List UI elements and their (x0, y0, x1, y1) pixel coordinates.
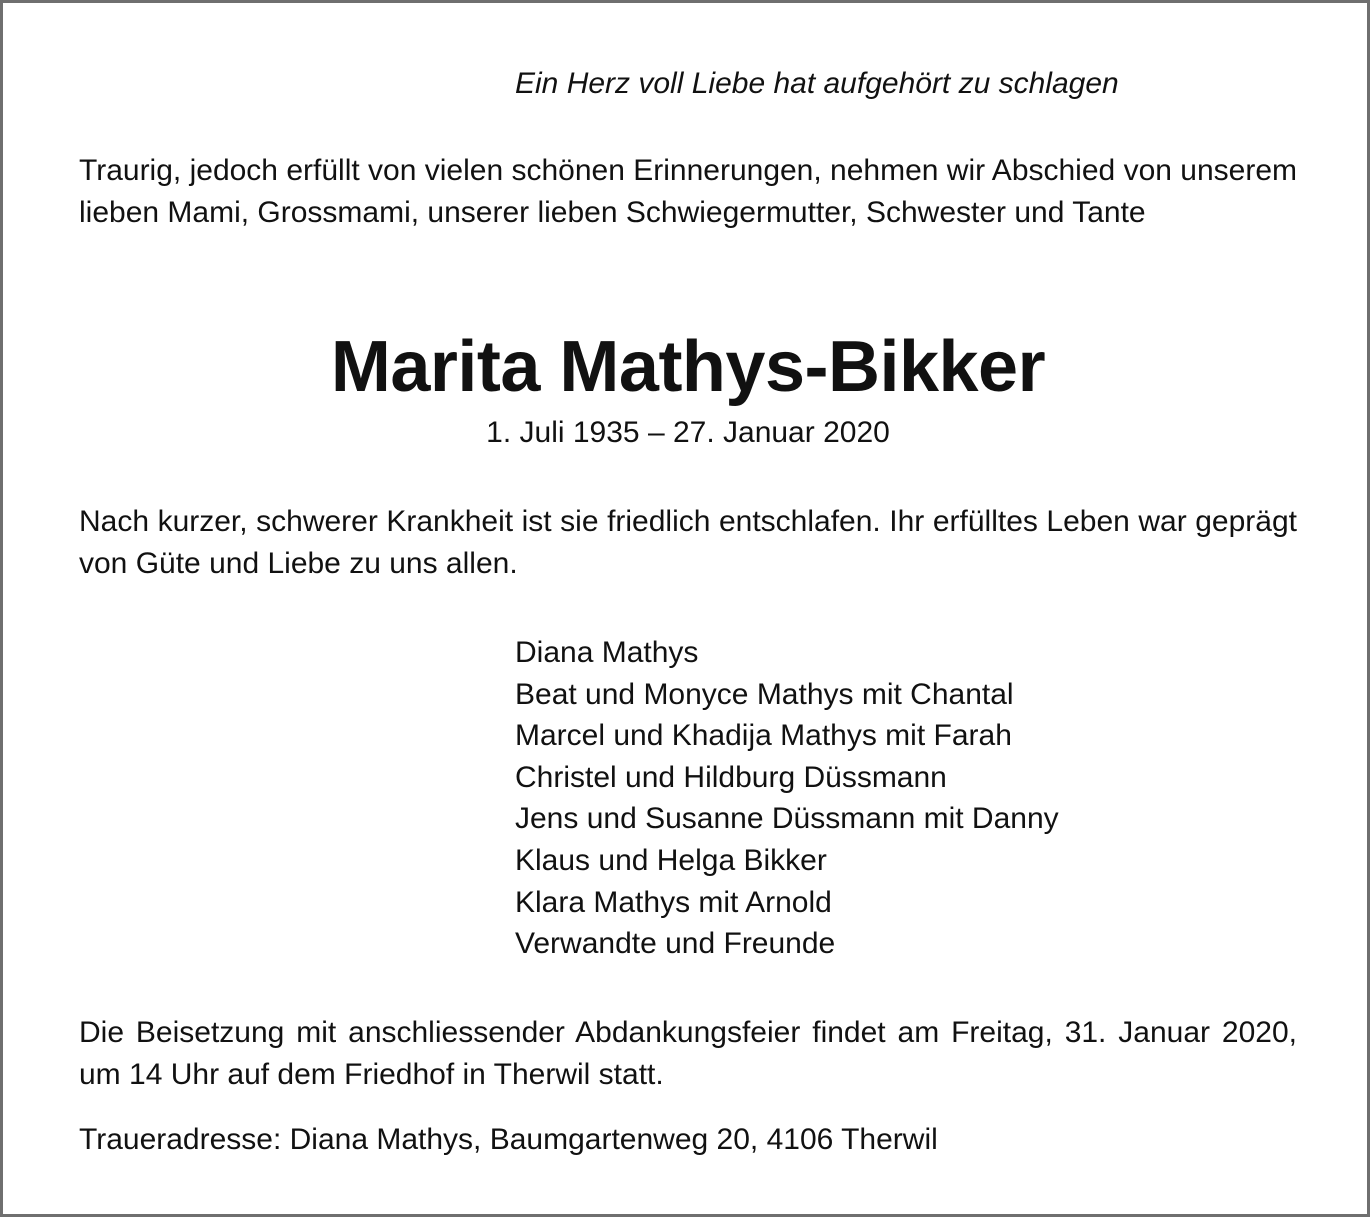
mourner-item: Jens und Susanne Düssmann mit Danny (515, 802, 1059, 836)
intro-paragraph: Traurig, jedoch erfüllt von vielen schönen Erinnerungen, nehmen wir Abschied von unserem lieben Mami, Grossmami, unserer lieben Schwiegermutter, Schwester und Tante (79, 154, 1297, 229)
mourner-item: Klara Mathys mit Arnold (515, 885, 832, 919)
mourner-item: Diana Mathys (515, 636, 699, 669)
mourner-item: Christel und Hildburg Düssmann (515, 760, 947, 794)
mourner-item: Klaus und Helga Bikker (515, 843, 827, 877)
mourners-list (515, 632, 1059, 965)
mourner-item: Marcel und Khadija Mathys mit Farah (515, 719, 1012, 753)
funeral-paragraph: Die Beisetzung mit anschliessender Abdankungsfeier findet am Freitag, 31. Januar 2020, um 14 Uhr auf dem Friedhof in Therwil statt. (79, 1016, 1297, 1091)
motto-line: Ein Herz voll Liebe hat aufgehört zu schlagen (515, 67, 1119, 100)
mourner-item: Verwandte und Freunde (515, 927, 836, 961)
deceased-name: Marita Mathys-Bikker (330, 327, 1046, 407)
mourner-item: Beat und Monyce Mathys mit Chantal (515, 677, 1014, 711)
life-dates: 1. Juli 1935 – 27. Januar 2020 (486, 416, 890, 449)
mourning-address: Traueradresse: Diana Mathys, Baumgartenweg 20, 4106 Therwil (79, 1123, 938, 1156)
passing-paragraph: Nach kurzer, schwerer Krankheit ist sie friedlich entschlafen. Ihr erfülltes Leben war geprägt von Güte und Liebe zu uns allen. (79, 505, 1297, 580)
